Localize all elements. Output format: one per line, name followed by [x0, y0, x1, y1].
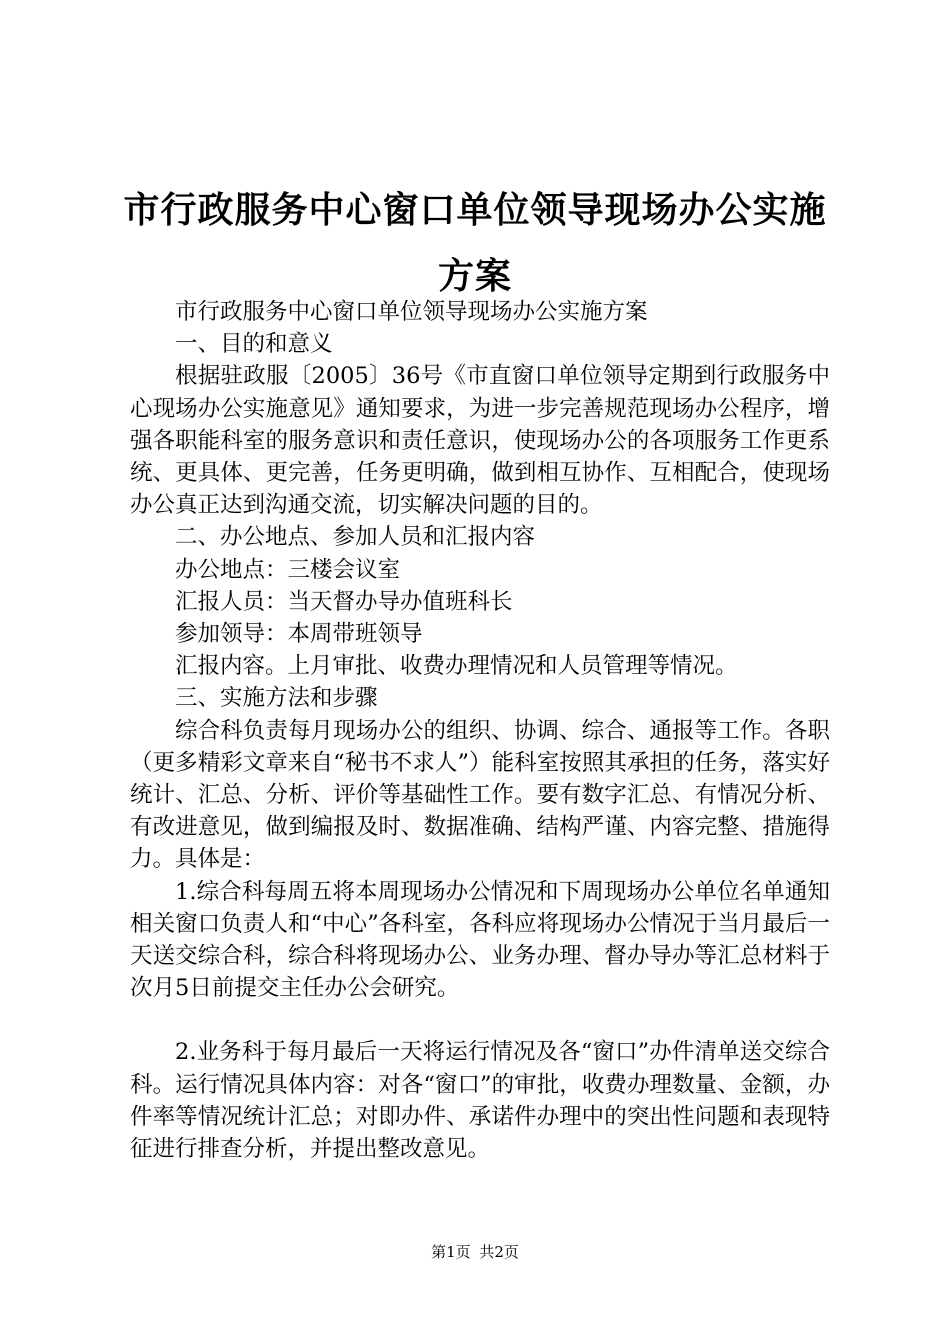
list-item-1: 1.综合科每周五将本周现场办公情况和下周现场办公单位名单通知相关窗口负责人和“中心”各科室，各科应将现场办公情况于当月最后一天送交综合科，综合科将现场办公、业务办理、督办导办等汇总材料于次月5日前提交主任办公会研究。	[130, 878, 830, 1002]
page-footer	[0, 1242, 950, 1262]
paragraph-content: 汇报内容。上月审批、收费办理情况和人员管理等情况。	[175, 653, 738, 680]
document-body	[130, 296, 830, 1165]
paragraph: 根据驻政服〔2005〕36号《市直窗口单位领导定期到行政服务中心现场办公实施意见》通知要求，为进一步完善规范现场办公程序，增强各职能科室的服务意识和责任意识，使现场办公的各项服务工作更系统、更具体、更完善，任务更明确，做到相互协作、互相配合，使现场办公真正达到沟通交流，切实解决问题的目的。	[130, 363, 830, 519]
page-total: 共2页	[479, 1243, 519, 1261]
paragraph-leader: 参加领导：本周带班领导	[175, 621, 423, 648]
document-title: 市行政服务中心窗口单位领导现场办公实施方案	[123, 190, 827, 297]
paragraph-subtitle: 市行政服务中心窗口单位领导现场办公实施方案	[175, 299, 648, 325]
section-heading-3: 三、实施方法和步骤	[175, 685, 378, 712]
paragraph-reporter: 汇报人员：当天督办导办值班科长	[175, 588, 513, 615]
paragraph-location: 办公地点：三楼会议室	[175, 556, 401, 583]
page-number: 第1页	[431, 1243, 471, 1261]
section-heading-2: 二、办公地点、参加人员和汇报内容	[175, 524, 536, 551]
section-heading-1: 一、目的和意义	[175, 331, 333, 358]
paragraph: 综合科负责每月现场办公的组织、协调、综合、通报等工作。各职（更多精彩文章来自“秘书不求人”）能科室按照其承担的任务，落实好统计、汇总、分析、评价等基础性工作。要有数字汇总、有情况分析、有改进意见，做到编报及时、数据准确、结构严谨、内容完整、措施得力。具体是：	[130, 717, 830, 873]
list-item-2: 2.业务科于每月最后一天将运行情况及各“窗口”办件清单送交综合科。运行情况具体内容：对各“窗口”的审批，收费办理数量、金额，办件率等情况统计汇总；对即办件、承诺件办理中的突出性问题和表现特征进行排查分析，并提出整改意见。	[130, 1039, 830, 1163]
